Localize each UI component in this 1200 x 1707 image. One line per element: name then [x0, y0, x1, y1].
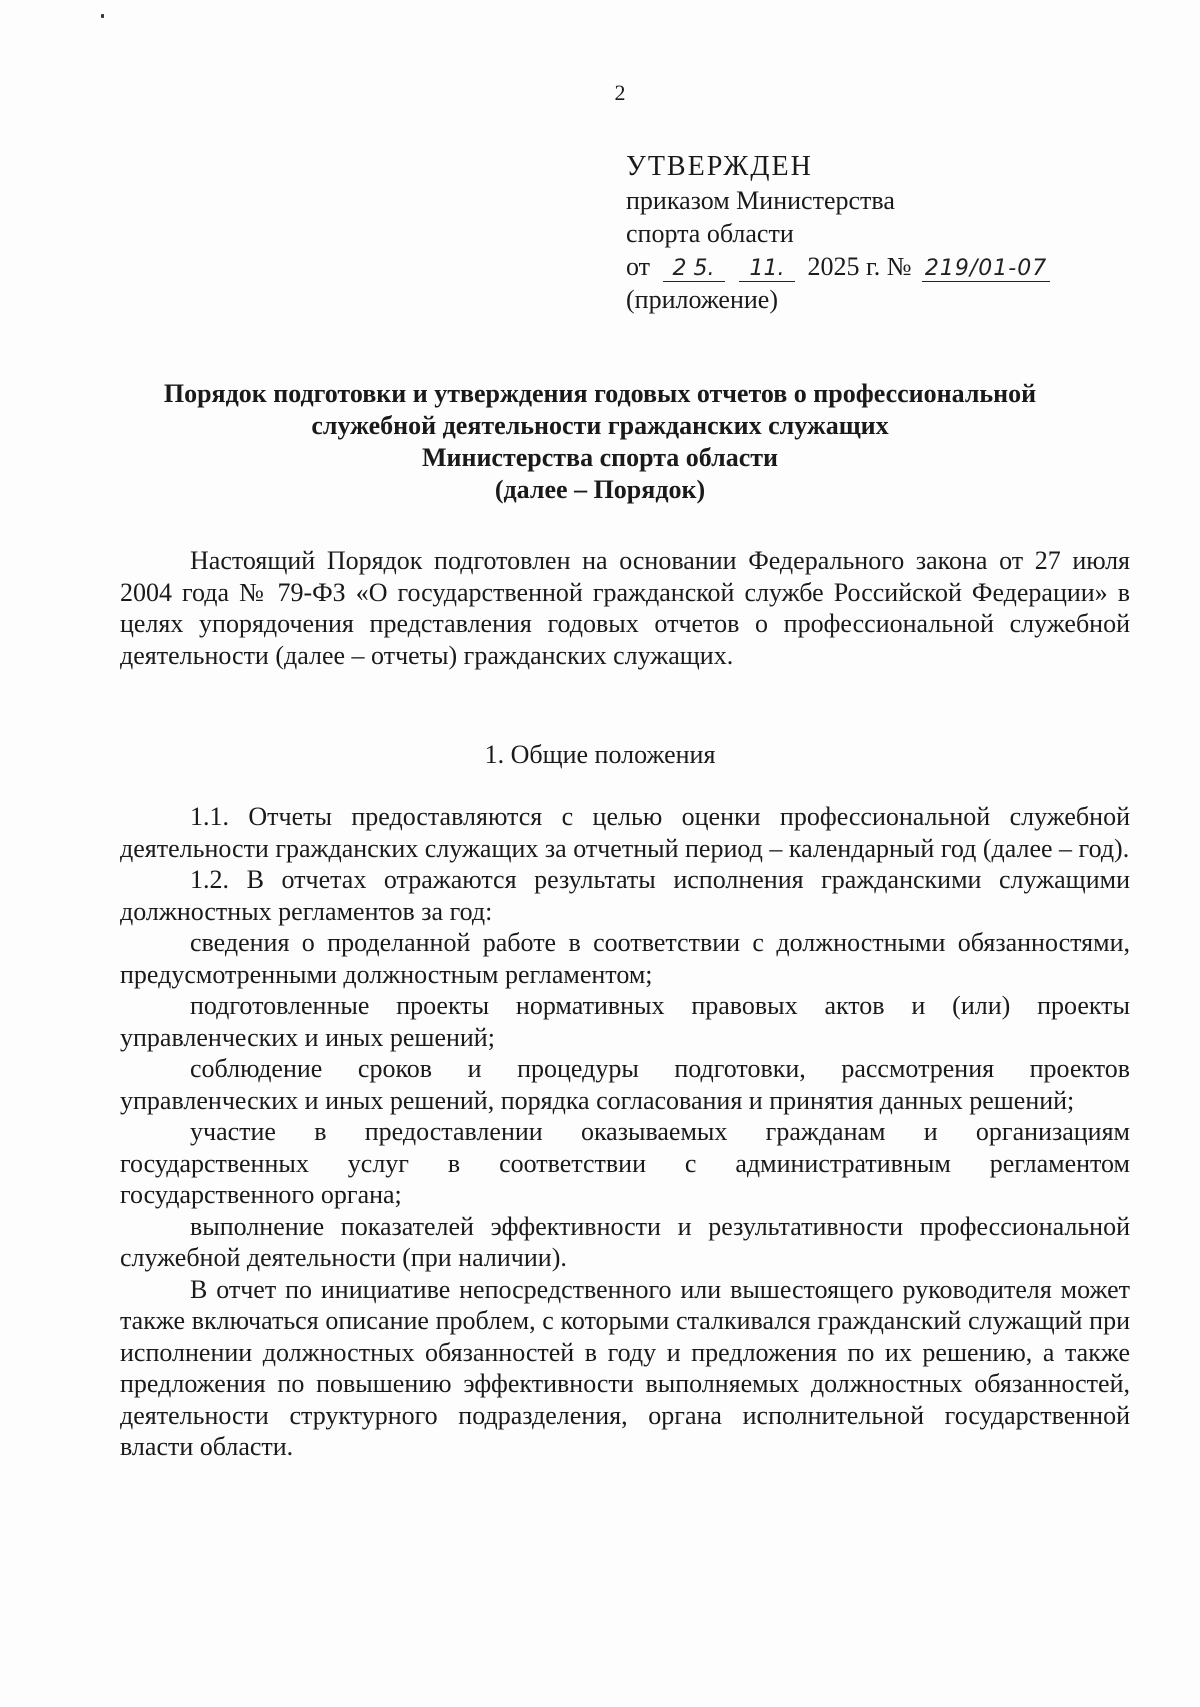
handwritten-day: 2 5. [663, 257, 725, 282]
title-line-1: Порядок подготовки и утверждения годовых отчетов о профессиональной [163, 379, 1037, 408]
handwritten-month: 11. [739, 257, 795, 282]
scan-artifact [101, 14, 104, 18]
list-item: подготовленные проекты нормативных правовых актов и (или) проекты управленческих и иных решений; [120, 991, 1130, 1052]
date-prefix: от [626, 252, 651, 281]
date-suffix: 2025 г. № [807, 252, 912, 281]
approval-line-ministry: спорта области [626, 219, 794, 248]
handwritten-order-number: 219/01-07 [922, 257, 1050, 282]
section-content [120, 801, 1130, 1463]
closing-paragraph: В отчет по инициативе непосредственного или вышестоящего руководителя может также включаться описание проблем, с которыми сталкивался гражданский служащий при исполнении должностных обязанностей в году и предложения по их решению, а также предложения по повышению эффективности выполняемых должностных обязанностей, деятельности структурного подразделения, органа исполнительной государственной власти области. [120, 1274, 1130, 1461]
title-line-3: Министерства спорта области [421, 443, 779, 472]
list-item: участие в предоставлении оказываемых гражданам и организациям государственных услуг в соответствии с административным регламентом государственного органа; [120, 1117, 1130, 1209]
approval-stamp: УТВЕРЖДЕН [626, 151, 813, 182]
list-item: выполнение показателей эффективности и результативности профессиональной служебной деятельности (при наличии). [120, 1211, 1130, 1272]
title-line-2: служебной деятельности гражданских служащих [311, 411, 889, 440]
list-item: соблюдение сроков и процедуры подготовки, рассмотрения проектов управленческих и иных решений, порядка согласования и принятия данных решений; [120, 1054, 1130, 1115]
list-item: сведения о проделанной работе в соответствии с должностными обязанностями, предусмотренными должностным регламентом; [120, 928, 1130, 989]
section-heading: 1. Общие положения [484, 740, 716, 769]
paragraph-1-1: 1.1. Отчеты предоставляются с целью оценки профессиональной служебной деятельности гражданских служащих за отчетный период – календарный год (далее – год). [120, 802, 1130, 863]
approval-block [626, 150, 1050, 316]
approval-line-appendix: (приложение) [626, 285, 779, 314]
intro-paragraph-block [120, 545, 1130, 671]
page-number: 2 [614, 80, 626, 105]
approval-line-order: приказом Министерства [626, 186, 895, 215]
document-title [100, 378, 1100, 506]
intro-paragraph: Настоящий Порядок подготовлен на основании Федерального закона от 27 июля 2004 года № 79-ФЗ «О государственной гражданской службе Российской Федерации» в целях упорядочения представления годовых отчетов о профессиональной служебной деятельности (далее – отчеты) гражданских служащих. [120, 546, 1130, 670]
paragraph-1-2: 1.2. В отчетах отражаются результаты исполнения гражданскими служащими должностных регламентов за год: [120, 865, 1130, 926]
title-line-4: (далее – Порядок) [494, 475, 706, 504]
approval-date-line [626, 250, 1050, 283]
